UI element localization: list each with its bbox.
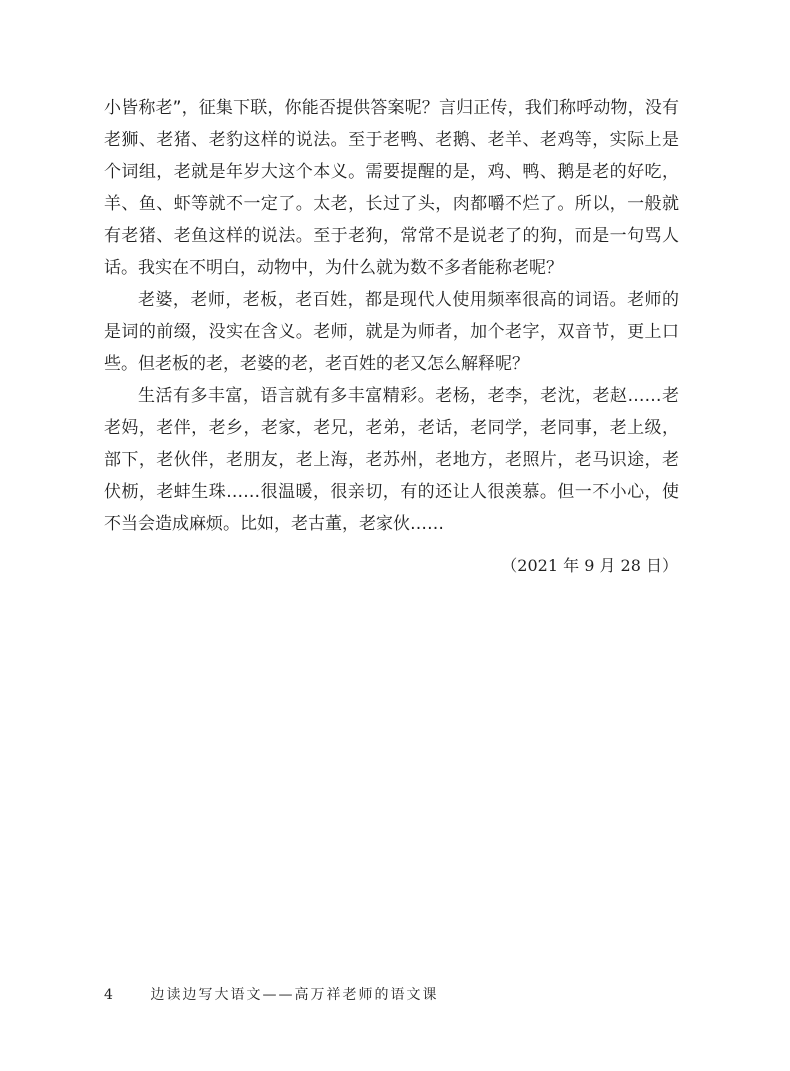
text-line: 是词的前缀，没实在含义。老师，就是为师者，加个老字，双音节，更上口 xyxy=(104,322,679,342)
book-title: 边读边写大语文——高万祥老师的语文课 xyxy=(150,987,439,1003)
paragraph xyxy=(104,92,679,284)
text-line: 话。我实在不明白，动物中，为什么就为数不多者能称老呢？ xyxy=(104,258,563,278)
text-line: 有老猪、老鱼这样的说法。至于老狗，常常不是说老了的狗，而是一句骂人 xyxy=(104,226,679,246)
paragraph xyxy=(104,380,679,540)
text-line: 不当会造成麻烦。比如，老古董，老家伙…… xyxy=(104,514,444,534)
text-line: 伏枥，老蚌生珠……很温暖，很亲切，有的还让人很羡慕。但一不小心，使 xyxy=(104,482,679,502)
text-line: 老婆，老师，老板，老百姓，都是现代人使用频率很高的词语。老师的 xyxy=(138,290,679,310)
text-line: 老狮、老猪、老豹这样的说法。至于老鸭、老鹅、老羊、老鸡等，实际上是 xyxy=(104,130,679,150)
text-line: 部下，老伙伴，老朋友，老上海，老苏州，老地方，老照片，老马识途，老 xyxy=(104,450,679,470)
page-footer xyxy=(104,985,438,1005)
text-line: 生活有多丰富，语言就有多丰富精彩。老杨，老李，老沈，老赵……老 xyxy=(138,386,679,406)
paragraph xyxy=(104,284,679,380)
text-line: 羊、鱼、虾等就不一定了。太老，长过了头，肉都嚼不烂了。所以，一般就 xyxy=(104,194,679,214)
text-line: 老妈，老伴，老乡，老家，老兄，老弟，老话，老同学，老同事，老上级， xyxy=(104,418,679,438)
body-text xyxy=(104,92,679,540)
page-number: 4 xyxy=(104,987,113,1003)
essay-date: （2021 年 9 月 28 日） xyxy=(501,556,678,575)
text-line: 小皆称老”，征集下联，你能否提供答案呢？言归正传，我们称呼动物，没有 xyxy=(104,98,679,118)
text-line: 些。但老板的老，老婆的老，老百姓的老又怎么解释呢？ xyxy=(104,354,529,374)
text-line: 个词组，老就是年岁大这个本义。需要提醒的是，鸡、鸭、鹅是老的好吃， xyxy=(104,162,679,182)
